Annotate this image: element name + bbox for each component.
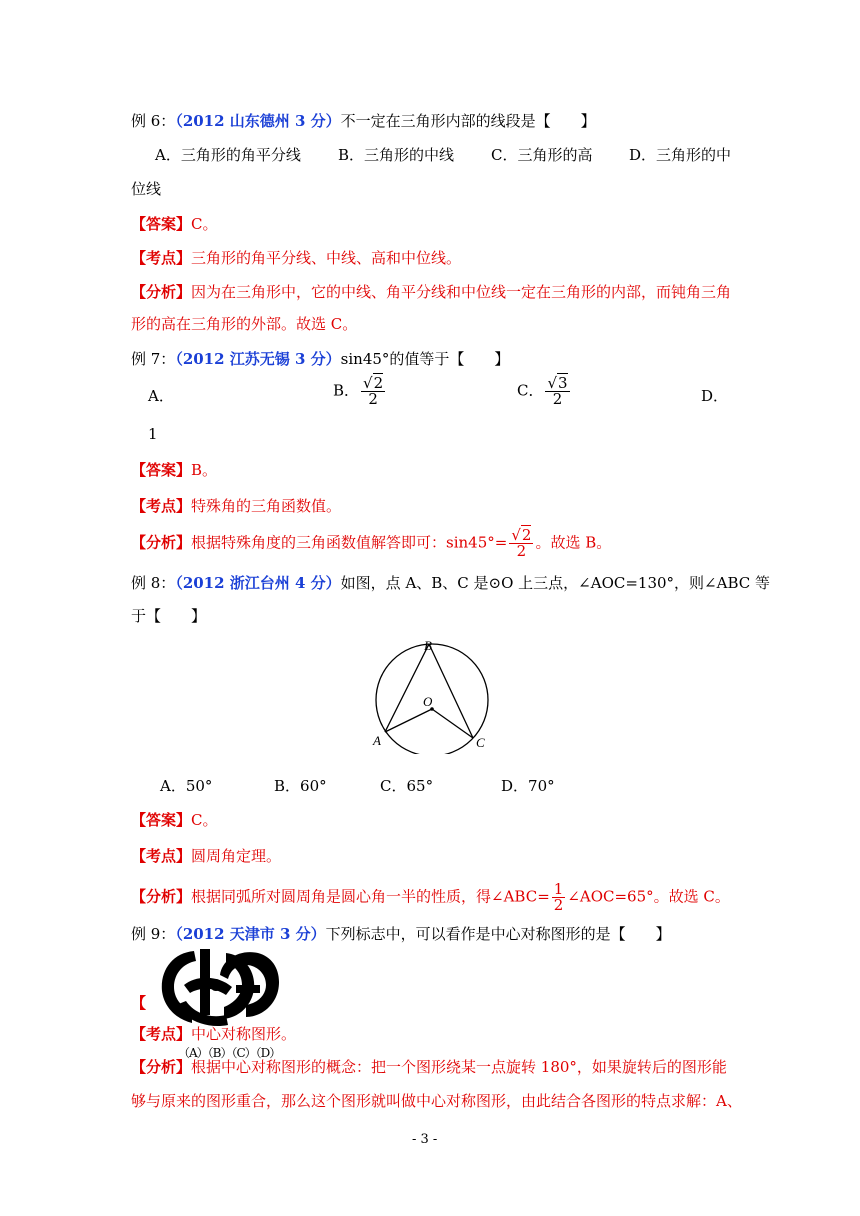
point-text: 特殊角的三角函数值。	[191, 497, 342, 515]
answer-label: 【答案】	[131, 811, 192, 829]
ex7-prefix: 例 7：	[131, 350, 176, 368]
analysis-label: 【分析】	[131, 283, 192, 301]
ex8-point	[131, 846, 281, 866]
ex7-option-b-label: B．	[333, 381, 360, 400]
ex6-source: （2012 山东德州 3 分）	[175, 112, 341, 130]
answer-label: 【	[131, 994, 147, 1012]
ex6-option-c: C．三角形的高	[491, 146, 593, 164]
fraction-denominator: 2	[368, 390, 378, 408]
analysis-label: 【分析】	[131, 533, 192, 552]
label-o: O	[423, 694, 433, 709]
fraction-denominator: 2	[516, 542, 527, 560]
ex6-option-b: B．三角形的中线	[338, 146, 455, 164]
analysis-text: 根据中心对称图形的概念：把一个图形绕某一点旋转 180°，如果旋转后的图形能	[191, 1058, 727, 1076]
page-number: - 3 -	[412, 1132, 438, 1147]
ex8-option-d: D．70°	[501, 777, 555, 795]
ex8-question-text: 如图，点 A、B、C 是⊙O 上三点，∠AOC=130°，则∠ABC 等	[340, 574, 770, 592]
chord-ba	[385, 644, 429, 732]
ex7-point	[131, 496, 341, 516]
ex8-option-a: A．50°	[160, 777, 213, 795]
ex6-answer	[131, 214, 218, 234]
ex9-source: （2012 天津市 3 分）	[175, 925, 326, 943]
ex8-question	[131, 573, 770, 593]
ex7-option-c-label: C．	[517, 381, 544, 400]
label-a: A	[373, 733, 381, 748]
logo-caption: （A）（B）（C）（D）	[178, 1046, 281, 1060]
ex7-analysis	[131, 528, 611, 559]
fraction-numerator: 2	[521, 526, 532, 544]
ex7-option-c-fraction: $\frac{√3}{2}$	[547, 374, 568, 408]
ex8-prefix: 例 8：	[131, 574, 176, 592]
ex8-source: （2012 浙江台州 4 分）	[175, 574, 341, 592]
analysis-label: 【分析】	[131, 1058, 192, 1076]
ex9-question	[131, 924, 671, 944]
point-label: 【考点】	[131, 1025, 192, 1043]
ex8-question-2: 于【 】	[131, 607, 207, 625]
ex7-option-b-fraction: $\frac{√2}{2}$	[363, 374, 384, 408]
ex6-question-text: 不一定在三角形内部的线段是【 】	[340, 112, 596, 130]
answer-text: B。	[191, 461, 218, 479]
ex8-option-b: B．60°	[274, 777, 327, 795]
ex6-option-a: A．三角形的角平分线	[155, 146, 301, 164]
ex6-question	[131, 111, 596, 131]
ex7-option-d-wrap: 1	[148, 425, 158, 443]
analysis-text-end: ∠AOC=65°。故选 C。	[567, 887, 730, 906]
ex9-analysis	[131, 1057, 727, 1077]
ex7-answer	[131, 460, 217, 480]
fraction-numerator: 1	[553, 880, 564, 898]
chord-bc	[429, 644, 473, 738]
ex9-analysis-2: 够与原来的图形重合，那么这个图形就叫做中心对称图形，由此结合各图形的特点求解：A、	[131, 1092, 742, 1110]
ex8-answer	[131, 810, 218, 830]
point-label: 【考点】	[131, 249, 192, 267]
symbol-logos	[156, 945, 284, 1037]
point-text: 中心对称图形。	[191, 1025, 297, 1043]
ex9-prefix: 例 9：	[131, 925, 176, 943]
ex7-question	[131, 349, 509, 369]
answer-label: 【答案】	[131, 215, 192, 233]
ex7-source: （2012 江苏无锡 3 分）	[175, 350, 341, 368]
analysis-text-end: 。故选 B。	[535, 533, 612, 552]
fraction-denominator: 2	[553, 896, 564, 914]
analysis-label: 【分析】	[131, 887, 192, 906]
ex6-option-d: D．三角形的中	[629, 146, 732, 164]
ex9-answer-partial	[131, 993, 146, 1013]
ex6-prefix: 例 6：	[131, 112, 176, 130]
ex8-analysis	[131, 882, 730, 913]
answer-text: C。	[191, 215, 218, 233]
fraction-numerator: 3	[558, 374, 568, 392]
point-label: 【考点】	[131, 847, 192, 865]
analysis-fraction: $\frac{√2}{2}$	[511, 526, 532, 560]
ex7-option-a: A．	[148, 387, 174, 405]
label-b: B	[424, 638, 432, 653]
point-text: 圆周角定理。	[191, 847, 282, 865]
ex6-point	[131, 248, 461, 268]
ex6-option-wrap: 位线	[131, 180, 162, 198]
analysis-text: 根据特殊角度的三角函数值解答即可：sin45°=	[191, 533, 508, 552]
ex7-option-d: D．	[701, 387, 729, 405]
fraction-denominator: 2	[552, 390, 563, 408]
analysis-fraction	[552, 882, 566, 913]
circle-figure	[365, 634, 500, 754]
ex7-question-text: sin45°的值等于【 】	[340, 350, 510, 368]
ex6-analysis	[131, 282, 731, 302]
answer-text: C。	[191, 811, 218, 829]
point-label: 【考点】	[131, 497, 192, 515]
ex8-option-c: C．65°	[380, 777, 434, 795]
label-c: C	[476, 735, 485, 750]
ex9-question-text: 下列标志中，可以看作是中心对称图形的是【 】	[325, 925, 671, 943]
analysis-text: 因为在三角形中，它的中线、角平分线和中位线一定在三角形的内部，而钝角三角	[191, 283, 732, 301]
analysis-text: 根据同弧所对圆周角是圆心角一半的性质，得∠ABC=	[191, 887, 550, 906]
ex7-option-b	[333, 376, 387, 407]
fraction-numerator: 2	[373, 374, 384, 392]
ex7-option-c	[517, 376, 572, 407]
answer-label: 【答案】	[131, 461, 192, 479]
radius-oa	[385, 709, 432, 732]
ex6-analysis-2: 形的高在三角形的外部。故选 C。	[131, 315, 358, 333]
point-text: 三角形的角平分线、中线、高和中位线。	[191, 249, 462, 267]
